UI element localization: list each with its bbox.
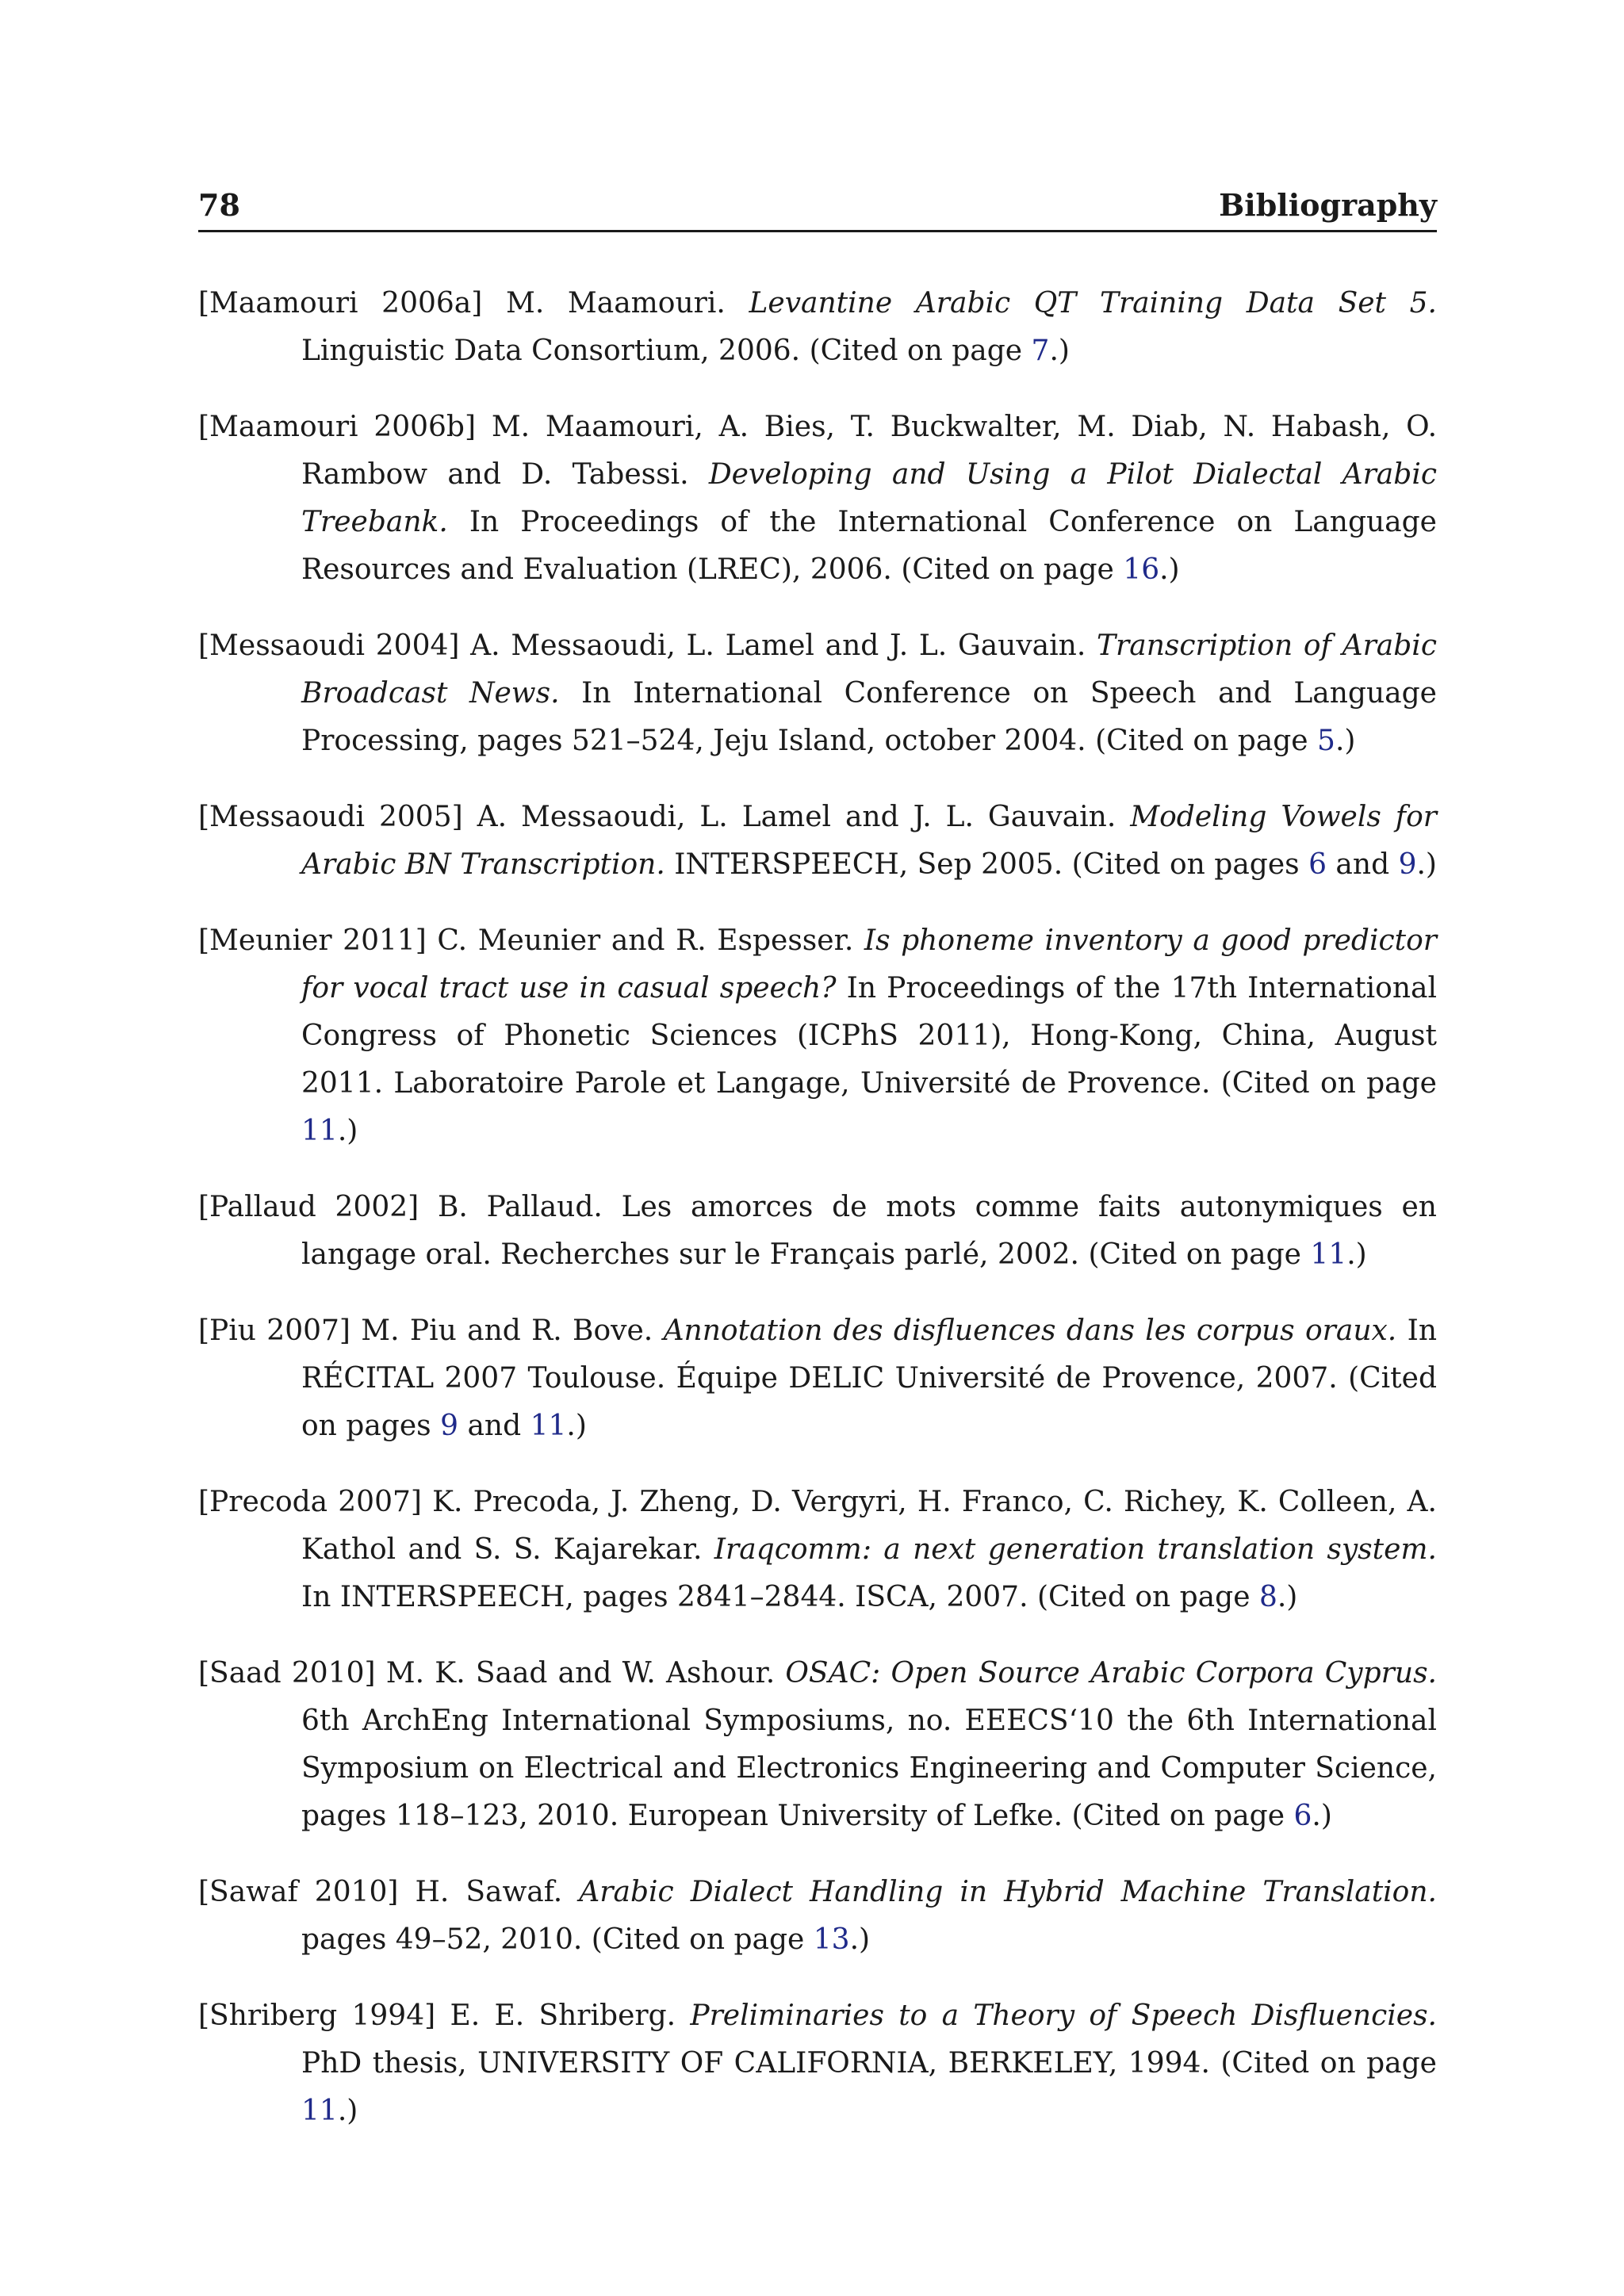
bib-title: OSAC: Open Source Arabic Corpora Cyprus. [785, 1657, 1437, 1689]
bib-details: In Proceedings of the 17th International Congress of Phonetic Sciences (ICPhS 2011), Hong-Kong, China, August 2011. Laboratoire Parole et Langage, Université de Provence. [301, 972, 1437, 1100]
bib-cited-prefix: (Cited on pages [1071, 848, 1309, 881]
bib-title: Preliminaries to a Theory of Speech Disfluencies. [690, 1999, 1438, 2032]
cited-page-link[interactable]: 9 [1398, 848, 1417, 881]
bib-details: In RÉCITAL 2007 Toulouse. Équipe DELIC Université de Provence, 2007. [301, 1314, 1437, 1395]
bib-authors: E. E. Shriberg. [450, 1999, 676, 2032]
bib-cited-suffix: .) [1049, 335, 1070, 367]
bib-key: [Pallaud 2002] [198, 1191, 419, 1223]
bib-title: Levantine Arabic QT Training Data Set 5. [749, 287, 1437, 320]
bib-details: pages 49–52, 2010. [301, 1923, 583, 1956]
bib-details: Les amorces de mots comme faits autonymiques en langage oral. Recherches sur le Français parlé, 2002. [301, 1191, 1437, 1271]
bib-authors: K. Precoda, J. Zheng, D. Vergyri, H. Franco, C. Richey, K. Colleen, A. Kathol and S. S. Kajarekar. [301, 1486, 1437, 1566]
bibliography-list [198, 280, 1437, 2135]
bib-authors: A. Messaoudi, L. Lamel and J. L. Gauvain. [470, 629, 1086, 662]
bib-details: 6th ArchEng International Symposiums, no. EEECS‘10 the 6th International Symposium on Electrical and Electronics Engineering and Computer Science, pages 118–123, 2010. European University of Lefke. [301, 1705, 1437, 1832]
bib-key: [Shriberg 1994] [198, 1999, 436, 2032]
bib-title: Arabic Dialect Handling in Hybrid Machine Translation. [579, 1876, 1437, 1908]
bib-cited-suffix: .) [1335, 725, 1356, 757]
bib-key: [Messaoudi 2005] [198, 801, 463, 833]
bib-authors: M. K. Saad and W. Ashour. [385, 1657, 776, 1689]
bib-key: [Piu 2007] [198, 1314, 350, 1347]
bib-authors: B. Pallaud. [437, 1191, 603, 1223]
bib-title: Modeling Vowels for Arabic BN Transcription. [301, 801, 1437, 881]
bib-authors: C. Meunier and R. Espesser. [437, 924, 854, 957]
bib-cited-and: and [467, 1410, 522, 1442]
cited-page-link[interactable]: 9 [440, 1410, 458, 1442]
bib-key: [Meunier 2011] [198, 924, 427, 957]
bib-cited-prefix: (Cited on page [901, 553, 1124, 586]
page [198, 187, 1438, 2164]
bib-cited-prefix: (Cited on pages [301, 1362, 1437, 1442]
bib-cited-suffix: .) [1312, 1800, 1332, 1832]
cited-page-link[interactable]: 6 [1293, 1800, 1312, 1832]
bib-entry [198, 622, 1437, 765]
bib-authors: M. Maamouri. [505, 287, 726, 320]
cited-page-link[interactable]: 13 [813, 1923, 850, 1956]
bib-entry [198, 1650, 1437, 1840]
bib-cited-suffix: .) [1346, 1238, 1367, 1271]
bib-entry [198, 1992, 1437, 2135]
running-title: Bibliography [1219, 187, 1437, 223]
bib-details: INTERSPEECH, Sep 2005. [674, 848, 1063, 881]
bib-details: In Proceedings of the International Conference on Language Resources and Evaluation (LREC), 2006. [301, 506, 1437, 586]
bib-entry [198, 1307, 1437, 1450]
bib-cited-prefix: (Cited on page [1036, 1581, 1259, 1613]
cited-page-link[interactable]: 5 [1317, 725, 1335, 757]
bib-cited-and: and [1335, 848, 1390, 881]
bib-details: In INTERSPEECH, pages 2841–2844. ISCA, 2007. [301, 1581, 1028, 1613]
bib-authors: M. Maamouri, A. Bies, T. Buckwalter, M. Diab, N. Habash, O. Rambow and D. Tabessi. [301, 411, 1438, 491]
bib-cited-prefix: (Cited on page [1220, 2047, 1437, 2080]
cited-page-link[interactable]: 6 [1308, 848, 1327, 881]
bib-key: [Saad 2010] [198, 1657, 376, 1689]
bib-cited-suffix: .) [337, 1115, 358, 1147]
bib-details: PhD thesis, UNIVERSITY OF CALIFORNIA, BERKELEY, 1994. [301, 2047, 1210, 2080]
bib-cited-prefix: (Cited on page [1071, 1800, 1294, 1832]
bib-entry [198, 1479, 1437, 1621]
bib-entry [198, 917, 1437, 1155]
cited-page-link[interactable]: 8 [1258, 1581, 1277, 1613]
cited-page-link[interactable]: 11 [530, 1410, 567, 1442]
bib-cited-suffix: .) [1159, 553, 1180, 586]
page-number: 78 [198, 187, 240, 223]
bib-key: [Precoda 2007] [198, 1486, 422, 1518]
bib-cited-suffix: .) [1416, 848, 1437, 881]
bib-cited-prefix: (Cited on page [1088, 1238, 1311, 1271]
bib-cited-suffix: .) [337, 2095, 358, 2127]
bib-authors: A. Messaoudi, L. Lamel and J. L. Gauvain. [477, 801, 1116, 833]
bib-cited-prefix: (Cited on page [809, 335, 1032, 367]
bib-cited-prefix: (Cited on page [1095, 725, 1318, 757]
bib-title: Annotation des disfluences dans les corpus oraux. [663, 1314, 1397, 1347]
bib-entry [198, 404, 1437, 594]
bib-cited-suffix: .) [566, 1410, 587, 1442]
bib-title: Is phoneme inventory a good predictor for vocal tract use in casual speech? [301, 924, 1437, 1004]
bib-cited-suffix: .) [849, 1923, 871, 1956]
bib-entry [198, 1869, 1437, 1964]
bib-key: [Messaoudi 2004] [198, 629, 460, 662]
bib-title: Developing and Using a Pilot Dialectal Arabic Treebank. [301, 458, 1437, 538]
bib-details: Linguistic Data Consortium, 2006. [301, 335, 801, 367]
cited-page-link[interactable]: 11 [301, 2095, 338, 2127]
bib-details: In International Conference on Speech and Language Processing, pages 521–524, Jeju Island, october 2004. [301, 677, 1437, 757]
bib-entry [198, 794, 1437, 889]
running-head [198, 187, 1437, 232]
bib-cited-prefix: (Cited on page [1220, 1067, 1437, 1100]
bib-key: [Sawaf 2010] [198, 1876, 399, 1908]
cited-page-link[interactable]: 7 [1031, 335, 1050, 367]
bib-key: [Maamouri 2006b] [198, 411, 477, 443]
bib-title: Transcription of Arabic Broadcast News. [301, 629, 1437, 710]
cited-page-link[interactable]: 11 [1310, 1238, 1347, 1271]
bib-entry [198, 1184, 1437, 1279]
bib-cited-prefix: (Cited on page [591, 1923, 814, 1956]
cited-page-link[interactable]: 11 [301, 1115, 338, 1147]
cited-page-link[interactable]: 16 [1123, 553, 1160, 586]
bib-title: Iraqcomm: a next generation translation system. [714, 1533, 1438, 1566]
bib-entry [198, 280, 1437, 375]
bib-authors: M. Piu and R. Bove. [361, 1314, 653, 1347]
bib-key: [Maamouri 2006a] [198, 287, 483, 320]
bib-authors: H. Sawaf. [415, 1876, 563, 1908]
bib-cited-suffix: .) [1277, 1581, 1298, 1613]
